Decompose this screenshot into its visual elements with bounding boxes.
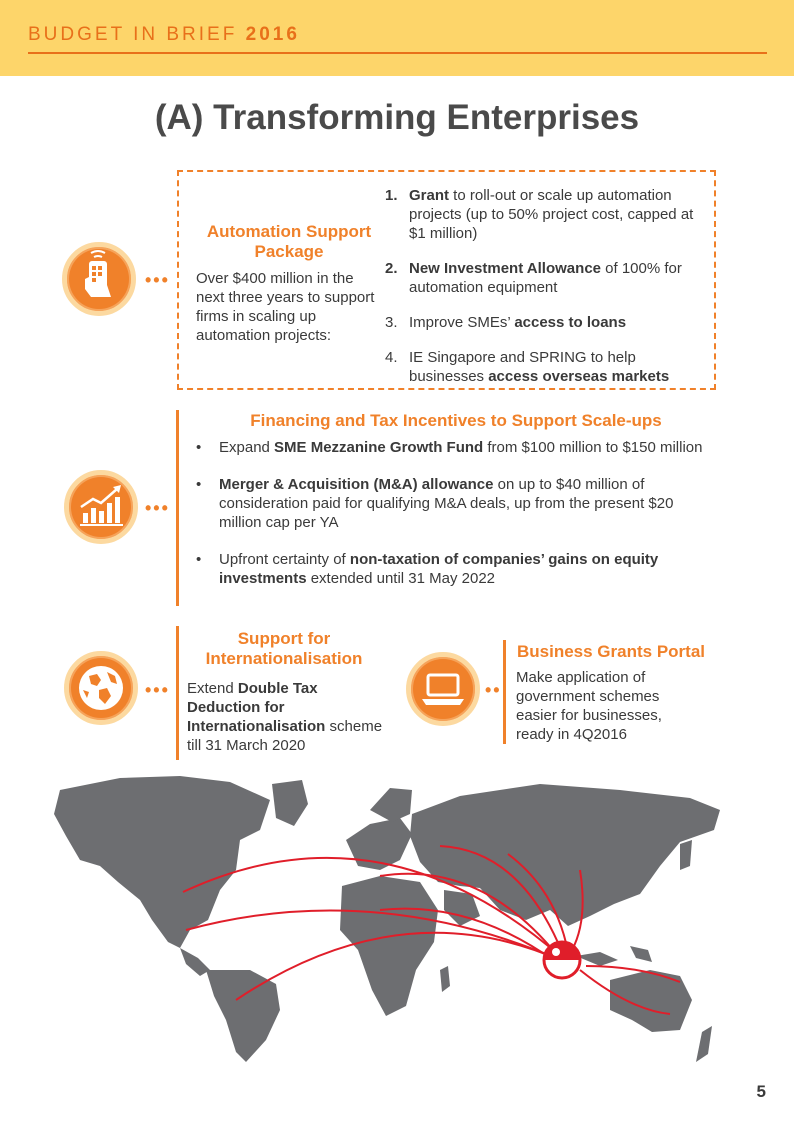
globe-icon bbox=[64, 651, 138, 725]
laptop-icon bbox=[406, 652, 480, 726]
automation-list bbox=[385, 186, 705, 402]
list-item: 3. Improve SMEs’ access to loans bbox=[385, 314, 627, 331]
internationalisation-heading: Support for Internationalisation bbox=[205, 629, 363, 668]
singapore-flag-icon bbox=[544, 942, 580, 978]
connector-dots: ••• bbox=[145, 680, 170, 700]
financing-divider bbox=[176, 410, 179, 606]
portal-heading: Business Grants Portal bbox=[517, 642, 706, 661]
connector-dots: ••• bbox=[145, 498, 170, 518]
header-rule bbox=[28, 52, 767, 54]
list-item: 2. New Investment Allowance of 100% for automation equipment bbox=[385, 260, 682, 296]
list-item: • Upfront certainty of non-taxation of companies’ gains on equity investments extended until 31 May 2022 bbox=[196, 551, 659, 587]
internationalisation-divider bbox=[176, 626, 179, 760]
financing-heading: Financing and Tax Incentives to Support Scale-ups bbox=[250, 411, 662, 430]
portal-text: Make application of government schemes easier for businesses, ready in 4Q2016 bbox=[516, 669, 662, 743]
publication-label: BUDGET IN BRIEF bbox=[28, 24, 238, 45]
automation-hand-icon bbox=[62, 242, 136, 316]
list-item: • Expand SME Mezzanine Growth Fund from $100 million to $150 million bbox=[196, 439, 703, 456]
growth-chart-icon bbox=[64, 470, 138, 544]
connector-dots: ••• bbox=[145, 270, 170, 290]
publication-year: 2016 bbox=[245, 24, 300, 45]
portal-divider bbox=[503, 640, 506, 744]
page-title: (A) Transforming Enterprises bbox=[154, 98, 640, 137]
list-item: 1. Grant to roll-out or scale up automation projects (up to 50% project cost, capped at $1 million) bbox=[385, 187, 694, 242]
automation-intro: Over $400 million in the next three years to support firms in scaling up automation projects: bbox=[196, 270, 375, 344]
world-map bbox=[40, 770, 750, 1070]
internationalisation-text: Extend Double Tax Deduction for Internationalisation scheme till 31 March 2020 bbox=[187, 680, 383, 754]
list-item: • Merger & Acquisition (M&A) allowance on up to $40 million of consideration paid for qualifying M&A deals, up from the present $20 million cap per YA bbox=[196, 476, 674, 531]
financing-list bbox=[196, 438, 716, 603]
automation-heading: Automation Support Package bbox=[206, 222, 372, 261]
connector-dots: •• bbox=[485, 680, 502, 700]
list-item: 4. IE Singapore and SPRING to help businesses access overseas markets bbox=[385, 349, 670, 385]
publication-title bbox=[28, 24, 300, 46]
page-number: 5 bbox=[756, 1082, 766, 1101]
